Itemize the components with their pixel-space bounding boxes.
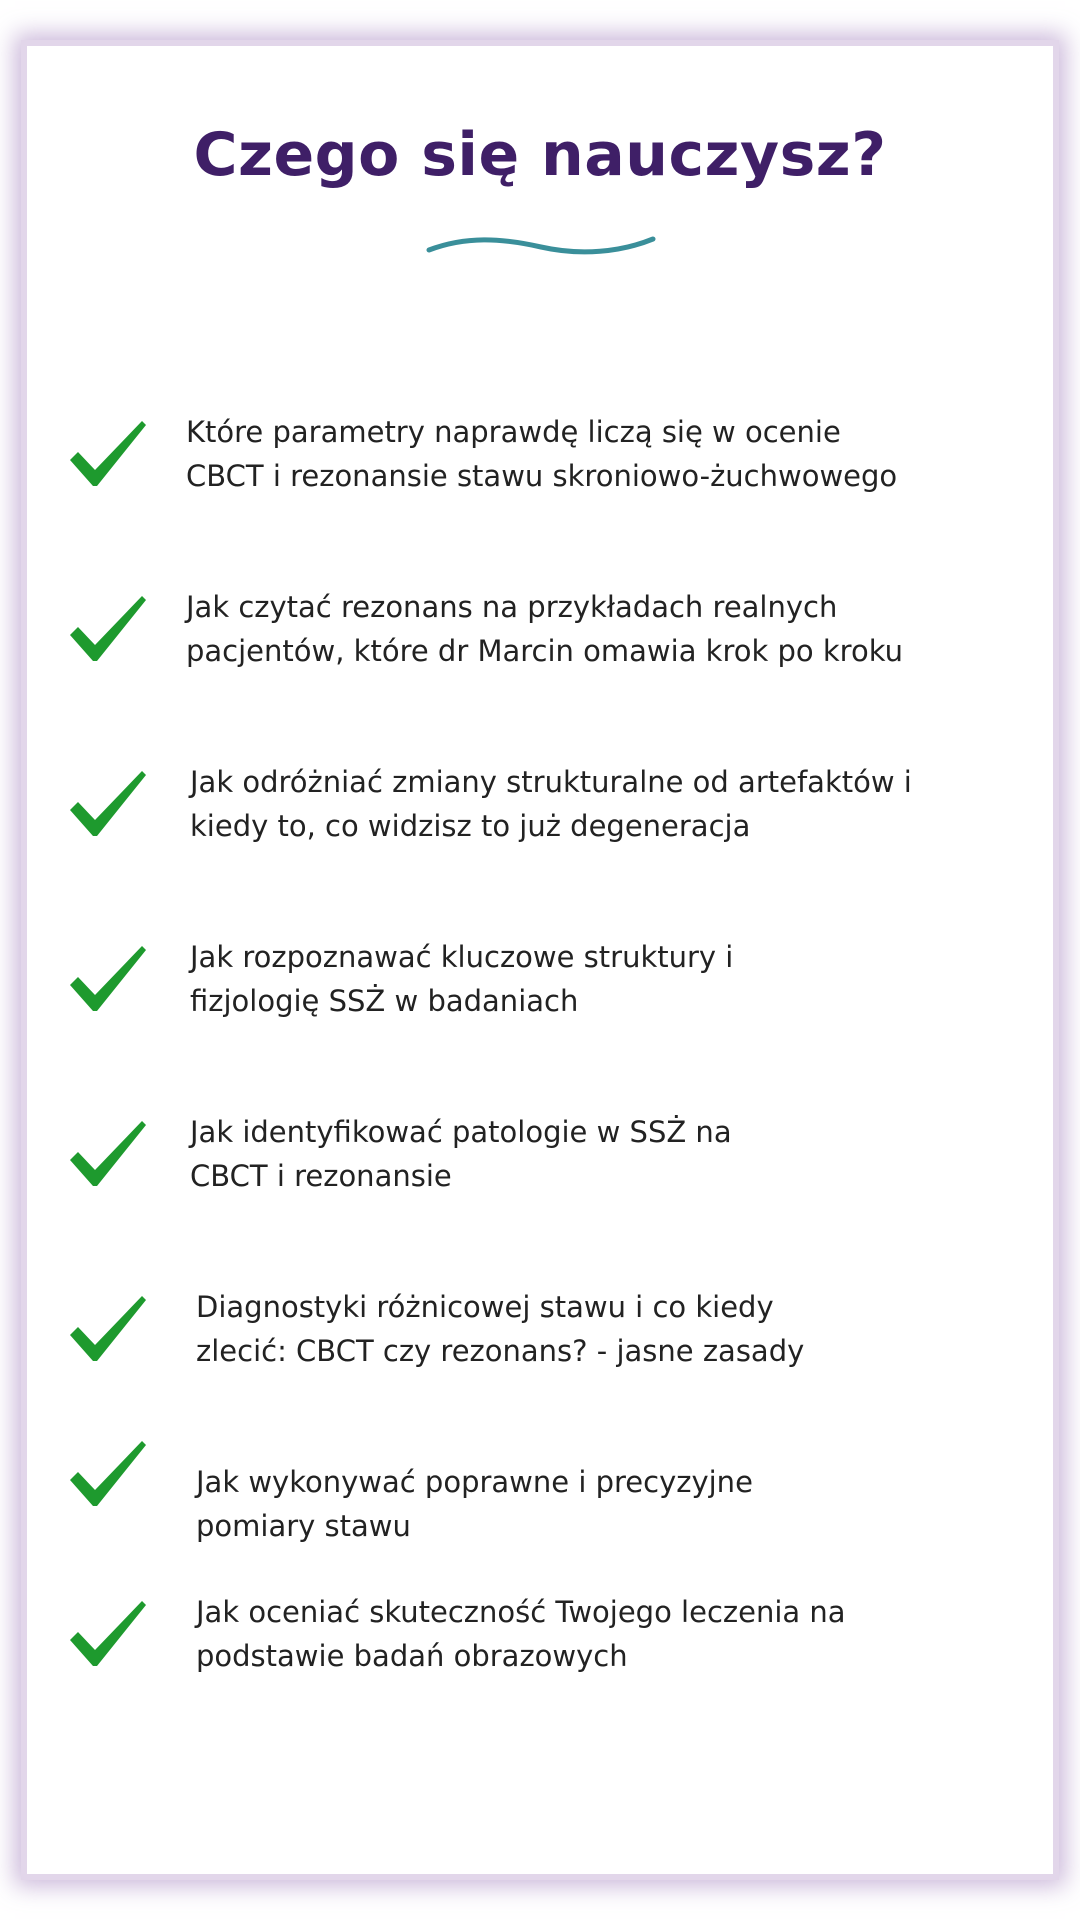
list-item-text: Jak oceniać skuteczność Twojego leczenia na podstawie badań obrazowych bbox=[196, 1595, 846, 1673]
list-item bbox=[66, 760, 1026, 870]
check-icon bbox=[66, 416, 148, 490]
wave-divider-icon bbox=[426, 228, 656, 262]
check-icon bbox=[66, 1436, 148, 1510]
check-icon bbox=[66, 1291, 148, 1365]
list-item bbox=[66, 585, 1026, 695]
check-icon bbox=[66, 941, 148, 1015]
list-item bbox=[66, 1285, 1026, 1395]
list-item bbox=[66, 410, 1026, 520]
list-item-text: Jak odróżniać zmiany strukturalne od artefaktów i kiedy to, co widzisz to już degeneracja bbox=[190, 765, 912, 843]
list-item bbox=[66, 1460, 1026, 1570]
list-item-text: Jak czytać rezonans na przykładach realnych pacjentów, które dr Marcin omawia krok po kroku bbox=[186, 590, 903, 668]
check-icon bbox=[66, 591, 148, 665]
list-item-text: Diagnostyki różnicowej stawu i co kiedy zlecić: CBCT czy rezonans? - jasne zasady bbox=[196, 1290, 805, 1368]
check-icon bbox=[66, 1596, 148, 1670]
list-item bbox=[66, 1110, 1026, 1220]
list-item-text: Jak rozpoznawać kluczowe struktury i fizjologię SSŻ w badaniach bbox=[190, 940, 734, 1018]
list-item-text: Które parametry naprawdę liczą się w ocenie CBCT i rezonansie stawu skroniowo-żuchwowego bbox=[186, 415, 898, 493]
list-item-text: Jak identyfikować patologie w SSŻ na CBCT i rezonansie bbox=[190, 1115, 732, 1193]
list-item-text: Jak wykonywać poprawne i precyzyjne pomiary stawu bbox=[196, 1465, 753, 1543]
check-icon bbox=[66, 1116, 148, 1190]
list-item bbox=[66, 1590, 1026, 1700]
check-icon bbox=[66, 766, 148, 840]
list-item bbox=[66, 935, 1026, 1045]
page-title: Czego się nauczysz? bbox=[193, 120, 887, 190]
